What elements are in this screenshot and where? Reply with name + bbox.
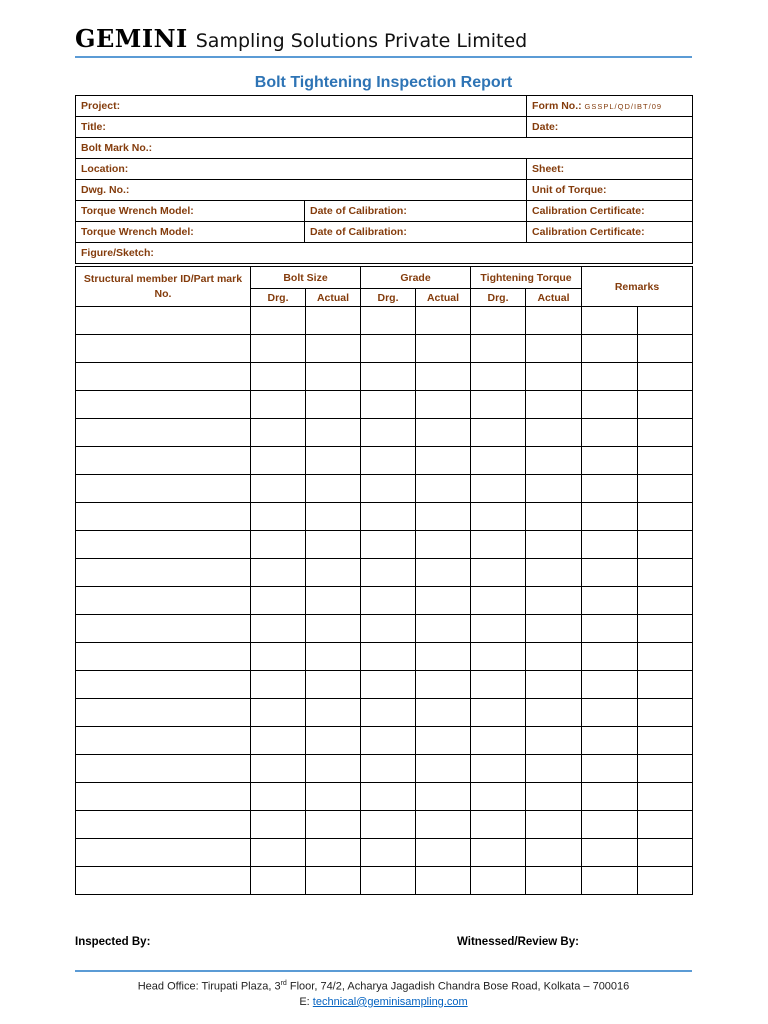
table-cell[interactable] — [638, 671, 693, 699]
table-cell[interactable] — [471, 755, 526, 783]
location-field[interactable]: Location: — [76, 159, 527, 180]
project-field[interactable]: Project: — [76, 96, 527, 117]
table-row — [76, 587, 693, 615]
table-cell[interactable] — [638, 419, 693, 447]
company-header — [75, 24, 692, 56]
table-cell[interactable] — [306, 643, 361, 671]
table-cell[interactable] — [251, 839, 306, 867]
table-row — [76, 783, 693, 811]
report-info-table — [75, 95, 693, 264]
table-cell[interactable] — [638, 839, 693, 867]
company-name: Sampling Solutions Private Limited — [195, 30, 528, 52]
table-cell[interactable] — [638, 587, 693, 615]
table-cell[interactable] — [638, 699, 693, 727]
table-cell[interactable] — [526, 699, 582, 727]
email-link[interactable]: technical@geminisampling.com — [312, 995, 468, 1008]
table-cell[interactable] — [582, 419, 638, 447]
table-cell[interactable] — [526, 475, 582, 503]
table-cell[interactable] — [251, 335, 306, 363]
table-cell[interactable] — [306, 839, 361, 867]
table-cell[interactable] — [361, 391, 416, 419]
table-cell[interactable] — [526, 447, 582, 475]
table-cell[interactable] — [416, 531, 471, 559]
table-cell[interactable] — [582, 615, 638, 643]
bolt-size-header: Bolt Size — [251, 267, 361, 289]
table-cell[interactable] — [306, 447, 361, 475]
table-cell[interactable] — [471, 307, 526, 335]
table-cell[interactable] — [361, 531, 416, 559]
table-cell[interactable] — [526, 531, 582, 559]
table-cell[interactable] — [526, 419, 582, 447]
table-cell[interactable] — [251, 783, 306, 811]
table-cell[interactable] — [251, 755, 306, 783]
table-cell[interactable] — [471, 447, 526, 475]
bolt-mark-field[interactable]: Bolt Mark No.: — [76, 138, 693, 159]
torque-actual-header: Actual — [526, 289, 582, 307]
table-cell[interactable] — [361, 643, 416, 671]
table-cell[interactable] — [361, 363, 416, 391]
table-cell[interactable] — [471, 839, 526, 867]
table-cell[interactable] — [582, 643, 638, 671]
table-row — [76, 839, 693, 867]
table-cell[interactable] — [251, 867, 306, 895]
member-id-header: Structural member ID/Part mark No. — [76, 267, 251, 307]
table-cell[interactable] — [251, 307, 306, 335]
table-cell[interactable] — [416, 307, 471, 335]
table-cell[interactable] — [416, 363, 471, 391]
table-cell[interactable] — [526, 867, 582, 895]
bolt-mark-row — [76, 138, 693, 159]
date-field[interactable]: Date: — [527, 117, 693, 138]
date-of-calibration-field[interactable]: Date of Calibration: — [305, 222, 527, 243]
table-cell[interactable] — [76, 419, 251, 447]
table-cell[interactable] — [361, 671, 416, 699]
table-cell[interactable] — [582, 727, 638, 755]
table-cell[interactable] — [361, 503, 416, 531]
table-row — [76, 335, 693, 363]
table-cell[interactable] — [251, 363, 306, 391]
table-cell[interactable] — [306, 671, 361, 699]
table-cell[interactable] — [526, 615, 582, 643]
table-cell[interactable] — [76, 755, 251, 783]
table-cell[interactable] — [76, 727, 251, 755]
table-cell[interactable] — [306, 335, 361, 363]
table-cell[interactable] — [471, 699, 526, 727]
table-cell[interactable] — [306, 307, 361, 335]
table-cell[interactable] — [361, 419, 416, 447]
table-cell[interactable] — [416, 867, 471, 895]
witnessed-by-label: Witnessed/Review By: — [457, 936, 579, 948]
table-cell[interactable] — [526, 783, 582, 811]
form-no-value: GSSPL/QD/IBT/09 — [584, 102, 663, 111]
table-cell[interactable] — [361, 755, 416, 783]
footer — [75, 976, 692, 1010]
remarks-header: Remarks — [582, 267, 693, 307]
table-cell[interactable] — [471, 671, 526, 699]
table-cell[interactable] — [76, 531, 251, 559]
table-cell[interactable] — [416, 727, 471, 755]
table-cell[interactable] — [582, 475, 638, 503]
table-row — [76, 727, 693, 755]
table-cell[interactable] — [582, 447, 638, 475]
table-cell[interactable] — [471, 783, 526, 811]
address-part: Head Office: Tirupati Plaza, 3 — [137, 980, 281, 993]
dwg-no-field[interactable]: Dwg. No.: — [76, 180, 527, 201]
table-cell[interactable] — [361, 307, 416, 335]
table-cell[interactable] — [361, 727, 416, 755]
table-cell[interactable] — [526, 335, 582, 363]
table-cell[interactable] — [471, 727, 526, 755]
table-cell[interactable] — [582, 531, 638, 559]
table-cell[interactable] — [471, 503, 526, 531]
form-no-label: Form No.: — [532, 100, 582, 112]
table-cell[interactable] — [416, 335, 471, 363]
table-cell[interactable] — [76, 643, 251, 671]
table-row — [76, 811, 693, 839]
table-cell[interactable] — [582, 363, 638, 391]
table-row — [76, 531, 693, 559]
grade-actual-header: Actual — [416, 289, 471, 307]
table-cell[interactable] — [416, 811, 471, 839]
table-cell[interactable] — [76, 391, 251, 419]
table-cell[interactable] — [416, 839, 471, 867]
table-cell[interactable] — [76, 699, 251, 727]
table-cell[interactable] — [526, 363, 582, 391]
table-cell[interactable] — [76, 503, 251, 531]
unit-of-torque-field[interactable]: Unit of Torque: — [527, 180, 693, 201]
table-cell[interactable] — [251, 503, 306, 531]
table-cell[interactable] — [76, 307, 251, 335]
table-cell[interactable] — [416, 699, 471, 727]
torque-wrench-model-field[interactable]: Torque Wrench Model: — [76, 222, 305, 243]
table-cell[interactable] — [416, 671, 471, 699]
table-cell[interactable] — [416, 447, 471, 475]
table-cell[interactable] — [76, 811, 251, 839]
table-cell[interactable] — [526, 671, 582, 699]
table-cell[interactable] — [582, 503, 638, 531]
table-cell[interactable] — [251, 671, 306, 699]
table-cell[interactable] — [638, 811, 693, 839]
table-cell[interactable] — [638, 783, 693, 811]
table-cell[interactable] — [471, 363, 526, 391]
bolt-inspection-table — [75, 266, 693, 895]
table-cell[interactable] — [306, 727, 361, 755]
header-divider — [75, 56, 692, 58]
table-row — [76, 475, 693, 503]
address-part: Floor, 74/2, Acharya Jagadish Chandra Bose Road, Kolkata – 700016 — [286, 980, 630, 993]
table-row — [76, 671, 693, 699]
table-cell[interactable] — [638, 643, 693, 671]
table-cell[interactable] — [638, 335, 693, 363]
table-cell[interactable] — [582, 335, 638, 363]
table-cell[interactable] — [416, 783, 471, 811]
table-cell[interactable] — [251, 643, 306, 671]
table-cell[interactable] — [526, 559, 582, 587]
table-cell[interactable] — [76, 559, 251, 587]
table-cell[interactable] — [416, 587, 471, 615]
table-cell[interactable] — [306, 811, 361, 839]
table-cell[interactable] — [471, 475, 526, 503]
table-cell[interactable] — [582, 587, 638, 615]
table-cell[interactable] — [582, 783, 638, 811]
table-cell[interactable] — [526, 811, 582, 839]
torque-wrench-model-field[interactable]: Torque Wrench Model: — [76, 201, 305, 222]
table-cell[interactable] — [306, 419, 361, 447]
table-cell[interactable] — [471, 335, 526, 363]
sheet-field[interactable]: Sheet: — [527, 159, 693, 180]
table-row — [76, 447, 693, 475]
table-cell[interactable] — [526, 307, 582, 335]
address-superscript: rd — [280, 980, 287, 987]
inspected-by-label: Inspected By: — [75, 936, 151, 948]
table-cell[interactable] — [638, 475, 693, 503]
table-cell[interactable] — [251, 615, 306, 643]
table-cell[interactable] — [526, 643, 582, 671]
table-cell[interactable] — [526, 839, 582, 867]
table-cell[interactable] — [306, 615, 361, 643]
footer-divider — [75, 970, 692, 972]
table-cell[interactable] — [361, 811, 416, 839]
torque-wrench-row-1 — [76, 201, 693, 222]
email-label: E: — [299, 995, 313, 1008]
date-of-calibration-field[interactable]: Date of Calibration: — [305, 201, 527, 222]
table-cell[interactable] — [251, 811, 306, 839]
table-cell[interactable] — [638, 363, 693, 391]
table-cell[interactable] — [471, 643, 526, 671]
table-cell[interactable] — [526, 727, 582, 755]
figure-sketch-field[interactable]: Figure/Sketch: — [76, 243, 693, 264]
table-cell[interactable] — [582, 391, 638, 419]
table-cell[interactable] — [251, 699, 306, 727]
table-cell[interactable] — [306, 783, 361, 811]
title-row — [76, 117, 693, 138]
table-cell[interactable] — [361, 559, 416, 587]
brand-logo: GEMINI — [75, 24, 188, 53]
table-cell[interactable] — [251, 419, 306, 447]
table-cell[interactable] — [416, 419, 471, 447]
table-cell[interactable] — [361, 839, 416, 867]
table-cell[interactable] — [638, 755, 693, 783]
table-cell[interactable] — [526, 587, 582, 615]
tightening-torque-header: Tightening Torque — [471, 267, 582, 289]
table-cell[interactable] — [638, 727, 693, 755]
table-row — [76, 363, 693, 391]
table-cell[interactable] — [471, 587, 526, 615]
table-cell[interactable] — [76, 363, 251, 391]
table-cell[interactable] — [582, 699, 638, 727]
table-cell[interactable] — [471, 559, 526, 587]
table-row — [76, 755, 693, 783]
table-cell[interactable] — [251, 587, 306, 615]
form-no-field — [527, 96, 693, 117]
table-cell[interactable] — [306, 531, 361, 559]
table-cell[interactable] — [251, 559, 306, 587]
table-cell[interactable] — [582, 755, 638, 783]
project-row — [76, 96, 693, 117]
table-cell[interactable] — [306, 391, 361, 419]
table-cell[interactable] — [416, 559, 471, 587]
table-cell[interactable] — [416, 643, 471, 671]
table-cell[interactable] — [76, 475, 251, 503]
table-cell[interactable] — [251, 447, 306, 475]
table-cell[interactable] — [306, 699, 361, 727]
table-cell[interactable] — [471, 419, 526, 447]
table-cell[interactable] — [638, 503, 693, 531]
figure-row — [76, 243, 693, 264]
table-cell[interactable] — [582, 867, 638, 895]
table-row — [76, 699, 693, 727]
table-cell[interactable] — [526, 755, 582, 783]
table-cell[interactable] — [76, 335, 251, 363]
table-cell[interactable] — [638, 559, 693, 587]
table-cell[interactable] — [361, 867, 416, 895]
grade-drg-header: Drg. — [361, 289, 416, 307]
table-cell[interactable] — [306, 559, 361, 587]
table-cell[interactable] — [76, 867, 251, 895]
table-row — [76, 503, 693, 531]
table-cell[interactable] — [251, 531, 306, 559]
table-cell[interactable] — [76, 447, 251, 475]
table-cell[interactable] — [582, 671, 638, 699]
table-cell[interactable] — [251, 475, 306, 503]
table-row — [76, 419, 693, 447]
table-row — [76, 615, 693, 643]
calibration-certificate-field[interactable]: Calibration Certificate: — [527, 201, 693, 222]
table-cell[interactable] — [306, 503, 361, 531]
table-row — [76, 559, 693, 587]
table-row — [76, 307, 693, 335]
table-row — [76, 867, 693, 895]
table-cell[interactable] — [582, 839, 638, 867]
table-cell[interactable] — [638, 531, 693, 559]
table-cell[interactable] — [306, 475, 361, 503]
table-cell[interactable] — [638, 307, 693, 335]
table-cell[interactable] — [361, 699, 416, 727]
bolt-size-drg-header: Drg. — [251, 289, 306, 307]
table-cell[interactable] — [76, 839, 251, 867]
table-cell[interactable] — [582, 811, 638, 839]
table-cell[interactable] — [638, 867, 693, 895]
table-cell[interactable] — [638, 615, 693, 643]
table-cell[interactable] — [76, 671, 251, 699]
table-row — [76, 391, 693, 419]
table-cell[interactable] — [251, 391, 306, 419]
table-cell[interactable] — [638, 391, 693, 419]
table-cell[interactable] — [471, 867, 526, 895]
table-cell[interactable] — [306, 867, 361, 895]
table-cell[interactable] — [471, 391, 526, 419]
table-cell[interactable] — [416, 391, 471, 419]
grade-header: Grade — [361, 267, 471, 289]
table-cell[interactable] — [416, 615, 471, 643]
table-cell[interactable] — [361, 783, 416, 811]
footer-email — [75, 995, 692, 1010]
table-cell[interactable] — [471, 531, 526, 559]
table-cell[interactable] — [638, 447, 693, 475]
torque-drg-header: Drg. — [471, 289, 526, 307]
report-title: Bolt Tightening Inspection Report — [254, 74, 513, 91]
torque-wrench-row-2 — [76, 222, 693, 243]
table-cell[interactable] — [416, 475, 471, 503]
table-cell[interactable] — [361, 335, 416, 363]
table-cell[interactable] — [582, 559, 638, 587]
table-cell[interactable] — [471, 811, 526, 839]
table-cell[interactable] — [76, 615, 251, 643]
table-cell[interactable] — [76, 587, 251, 615]
calibration-certificate-field[interactable]: Calibration Certificate: — [527, 222, 693, 243]
table-cell[interactable] — [361, 615, 416, 643]
table-cell[interactable] — [361, 475, 416, 503]
table-cell[interactable] — [416, 755, 471, 783]
table-cell[interactable] — [361, 587, 416, 615]
table-header-row — [76, 267, 693, 289]
footer-address — [75, 976, 692, 995]
location-row — [76, 159, 693, 180]
table-cell[interactable] — [416, 503, 471, 531]
table-cell[interactable] — [306, 755, 361, 783]
table-cell[interactable] — [306, 587, 361, 615]
table-cell[interactable] — [361, 447, 416, 475]
table-cell[interactable] — [526, 503, 582, 531]
title-field[interactable]: Title: — [76, 117, 527, 138]
table-cell[interactable] — [471, 615, 526, 643]
table-row — [76, 643, 693, 671]
dwg-row — [76, 180, 693, 201]
table-cell[interactable] — [526, 391, 582, 419]
bolt-size-actual-header: Actual — [306, 289, 361, 307]
table-cell[interactable] — [582, 307, 638, 335]
table-cell[interactable] — [251, 727, 306, 755]
table-cell[interactable] — [76, 783, 251, 811]
table-cell[interactable] — [306, 363, 361, 391]
